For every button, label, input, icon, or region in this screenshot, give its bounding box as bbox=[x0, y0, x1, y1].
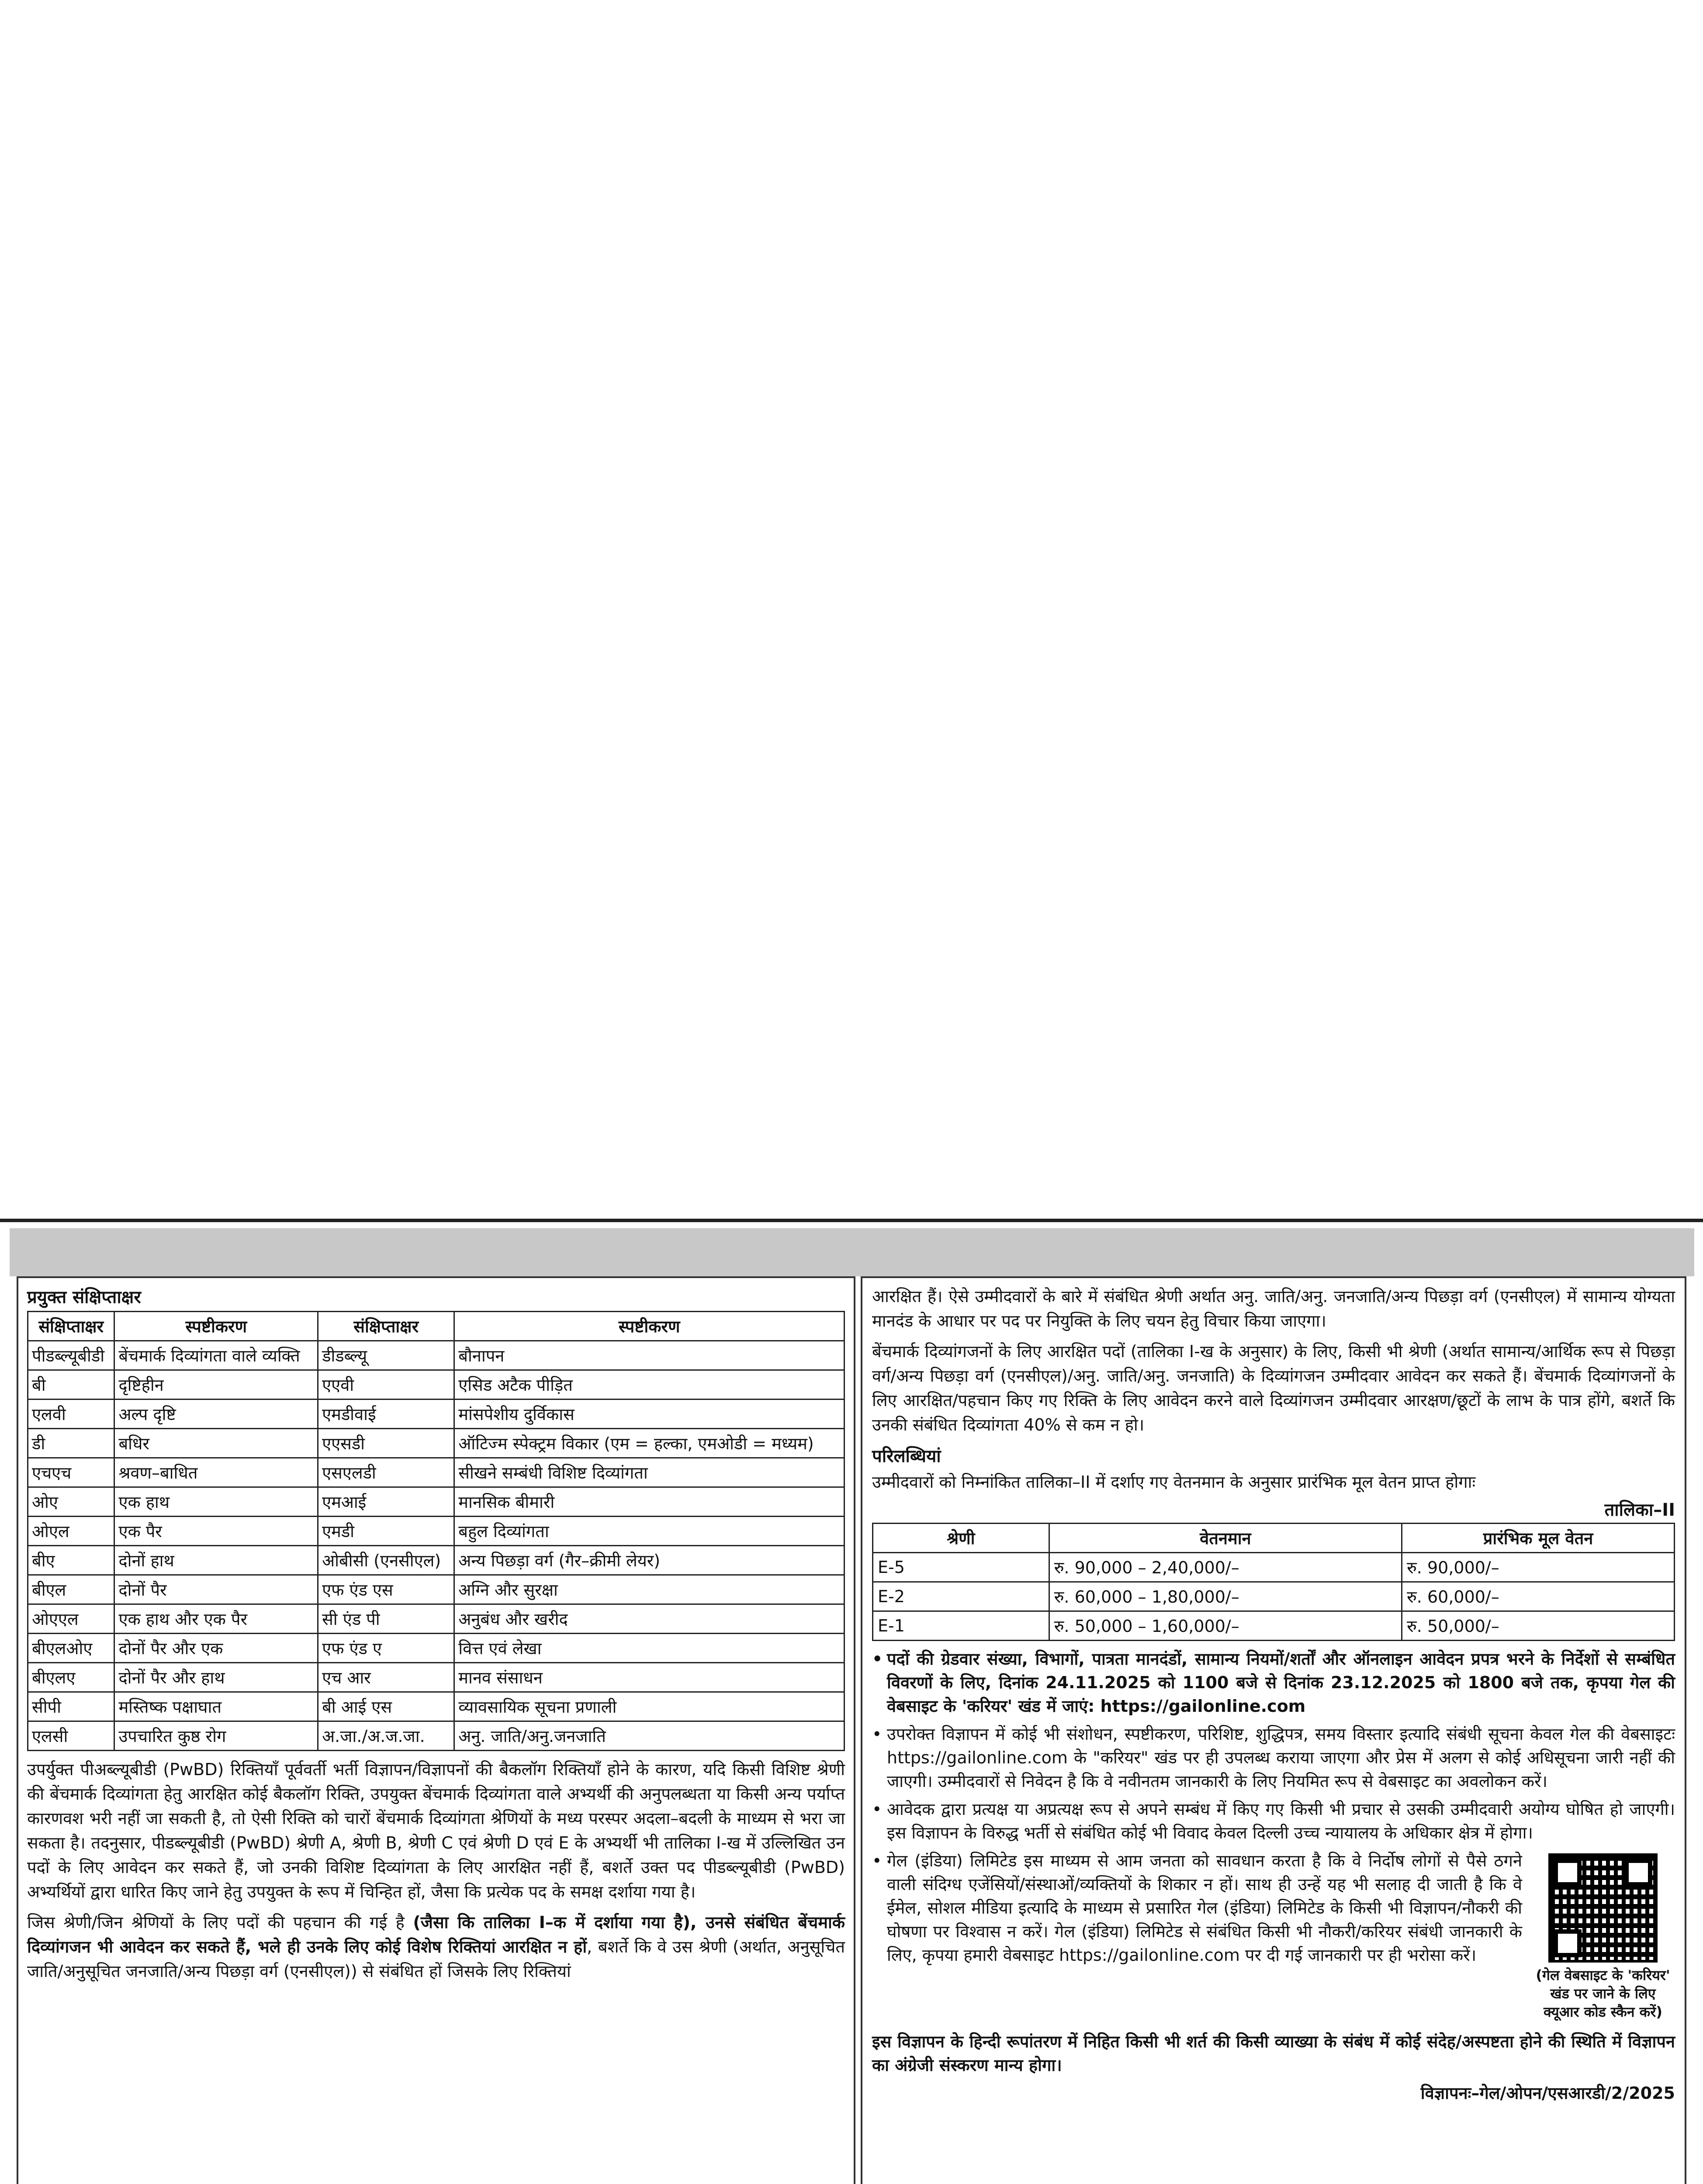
left-column bbox=[17, 1276, 855, 2184]
explanation-cell: दोनों हाथ bbox=[114, 1546, 318, 1575]
basic-pay-cell: रु. 60,000/– bbox=[1402, 1582, 1675, 1611]
corrigendum-bullet: • उपरोक्त विज्ञापन में कोई भी संशोधन, स्पष्टीकरण, परिशिष्ट, शुद्धिपत्र, समय विस्तार इत्यादि संबंधी सूचना केवल गेल की वेबसाइटः https://gailonline.com के "करियर" खंड पर ही उपलब्ध कराया जाएगा और प्रेस में अलग से कोई अधिसूचना जारी नहीं की जाएगी। उम्मीदवारों से निवेदन है कि वे नवीनतम जानकारी के लिए नियमित रूप से वेबसाइट का अवलोकन करें। bbox=[872, 1722, 1675, 1793]
abbreviation-row bbox=[28, 1458, 845, 1487]
basic-pay-cell: रु. 50,000/– bbox=[1402, 1611, 1675, 1641]
canvassing-bullet: • आवेदक द्वारा प्रत्यक्ष या अप्रत्यक्ष रूप से अपने सम्बंध में किए गए किसी भी प्रचार से उसकी उम्मीदवारी अयोग्य घोषित हो जाएगी। इस विज्ञापन के विरुद्ध भर्ती से संबंधित कोई भी विवाद केवल दिल्ली उच्च न्यायालय के अधिकार क्षेत्र में होगा। bbox=[872, 1797, 1675, 1845]
explanation-cell: मांसपेशीय दुर्विकास bbox=[454, 1400, 845, 1429]
qr-code-icon[interactable] bbox=[1548, 1853, 1658, 1963]
explanation-cell: बेंचमार्क दिव्यांगता वाले व्यक्ति bbox=[114, 1341, 318, 1370]
explanation-cell: अल्प दृष्टि bbox=[114, 1400, 318, 1429]
details-bullet: • पदों की ग्रेडवार संख्या, विभागों, पात्रता मानदंडों, सामान्य नियमों/शर्तों और ऑनलाइन आवेदन प्रपत्र भरने के निर्देशों से सम्बंधित विवरणों के लिए, दिनांक 24.11.2025 को 1100 बजे से दिनांक 23.12.2025 को 1800 बजे तक, कृपया गेल की वेबसाइट के 'करियर' खंड में जाएं: https://gailonline.com bbox=[872, 1647, 1675, 1718]
explanation-cell: बहुल दिव्यांगता bbox=[454, 1517, 845, 1546]
pay-header-grade: श्रेणी bbox=[873, 1524, 1049, 1553]
grade-cell: E-2 bbox=[873, 1582, 1049, 1611]
abbr-cell: एफ एंड एस bbox=[318, 1575, 454, 1604]
hindi-version-disclaimer: इस विज्ञापन के हिन्दी रूपांतरण में निहित किसी भी शर्त की किसी व्याख्या के संबंध में कोई संदेह/अस्पष्टता होने की स्थिति में विज्ञापन का अंग्रेजी संस्करण मान्य होगा। bbox=[872, 2032, 1675, 2075]
pay-scale-cell: रु. 60,000 – 1,80,000/– bbox=[1049, 1582, 1402, 1611]
abbr-cell: ओएएल bbox=[28, 1604, 114, 1634]
abbr-cell: एच आर bbox=[318, 1663, 454, 1692]
abbreviations-header-row bbox=[28, 1312, 845, 1341]
pay-header-row bbox=[873, 1524, 1675, 1553]
pay-scale-cell: रु. 50,000 – 1,60,000/– bbox=[1049, 1611, 1402, 1641]
reserved-continuation-paragraph: आरक्षित हैं। ऐसे उम्मीदवारों के बारे में संबंधित श्रेणी अर्थात अनु. जाति/अनु. जनजाति/अन्य पिछड़ा वर्ग (एनसीएल) में सामान्य योग्यता मानदंड के आधार पर पद पर नियुक्ति के लिए चयन हेतु विचार किया जाएगा। bbox=[872, 1287, 1675, 1330]
abbreviation-row bbox=[28, 1370, 845, 1400]
qr-block bbox=[1531, 1853, 1675, 2021]
abbr-cell: डीडब्ल्यू bbox=[318, 1341, 454, 1370]
abbr-cell: पीडब्ल्यूबीडी bbox=[28, 1341, 114, 1370]
qr-caption: • (गेल वेबसाइट के 'करियर' खंड पर जाने के लिए क्यूआर कोड स्कैन करें) bbox=[1536, 1967, 1670, 2020]
abbr-cell: एमडीवाई bbox=[318, 1400, 454, 1429]
grade-cell: E-1 bbox=[873, 1611, 1049, 1641]
pay-scale-body bbox=[873, 1553, 1675, 1641]
explanation-cell: दोनों पैर और हाथ bbox=[114, 1663, 318, 1692]
abbreviation-row bbox=[28, 1517, 845, 1546]
para2-part-b: (जैसा कि तालिका I–क में दर्शाया गया है), उनसे संबंधित बेंचमार्क दिव्यांगजन भी आवेदन कर सकते हैं, भले ही उनके लिए कोई विशेष रिक्तियां आरक्षित न हों bbox=[27, 1913, 845, 1956]
explanation-cell: अन्य पिछड़ा वर्ग (गैर–क्रीमी लेयर) bbox=[454, 1546, 845, 1575]
abbr-cell: एफ एंड ए bbox=[318, 1634, 454, 1663]
explanation-cell: मस्तिष्क पक्षाघात bbox=[114, 1692, 318, 1721]
abbr-cell: सी एंड पी bbox=[318, 1604, 454, 1634]
abbr-cell: एसएलडी bbox=[318, 1458, 454, 1487]
para2-part-c: , बशर्ते कि वे उस श्रेणी (अर्थात, अनुसूचित जाति/अनुसूचित जनजाति/अन्य पिछड़ा वर्ग (एनसीएल)) से संबंधित हों जिसके लिए रिक्तियां bbox=[27, 1937, 845, 1981]
table-ii-label: तालिका–II bbox=[1604, 1500, 1675, 1520]
abbr-cell: ओए bbox=[28, 1487, 114, 1517]
abbr-cell: ओएल bbox=[28, 1517, 114, 1546]
abbreviation-row bbox=[28, 1546, 845, 1575]
abbreviations-body bbox=[28, 1341, 845, 1751]
abbr-cell: एमडी bbox=[318, 1517, 454, 1546]
explanation-cell: व्यावसायिक सूचना प्रणाली bbox=[454, 1692, 845, 1721]
explanation-cell: ऑटिज्म स्पेक्ट्रम विकार (एम = हल्का, एमओडी = मध्यम) bbox=[454, 1429, 845, 1458]
abbreviation-row bbox=[28, 1721, 845, 1751]
abbr-cell: बीए bbox=[28, 1546, 114, 1575]
explanation-cell: श्रवण–बाधित bbox=[114, 1458, 318, 1487]
abbr-cell: एचएच bbox=[28, 1458, 114, 1487]
explanation-cell: उपचारित कुष्ठ रोग bbox=[114, 1721, 318, 1751]
abbr-cell: डी bbox=[28, 1429, 114, 1458]
abbr-cell: बीएलए bbox=[28, 1663, 114, 1692]
abbreviation-row bbox=[28, 1692, 845, 1721]
pwbd-reserved-paragraph: बेंचमार्क दिव्यांगजनों के लिए आरक्षित पदों (तालिका I-ख के अनुसार) के लिए, किसी भी श्रेणी (अर्थात सामान्य/आर्थिक रूप से पिछड़ा वर्ग/अन्य पिछड़ा वर्ग (एनसीएल)/अनु. जाति/अनु. जनजाति) के दिव्यांगजन उम्मीदवार आवेदन कर सकते हैं। बेंचमार्क दिव्यांगजनों के लिए आरक्षित/पहचान किए गए रिक्ति के लिए आवेदन करने वाले दिव्यांगजन उम्मीदवार आरक्षण/छूटों के लाभ के पात्र होंगे, बशर्ते कि उनकी संबंधित दिव्यांगता 40% से कम न हो। bbox=[872, 1342, 1675, 1434]
advertisement-reference: विज्ञापनः–गेल/ओपन/एसआरडी/2/2025 bbox=[1420, 2084, 1675, 2103]
explanation-cell: दोनों पैर bbox=[114, 1575, 318, 1604]
grade-cell: E-5 bbox=[873, 1553, 1049, 1582]
header-abbr-2: संक्षिप्ताक्षर bbox=[318, 1312, 454, 1341]
abbr-cell: एलसी bbox=[28, 1721, 114, 1751]
para2-part-a: जिस श्रेणी/जिन श्रेणियों के लिए पदों की पहचान की गई है bbox=[27, 1913, 413, 1932]
abbreviation-row bbox=[28, 1604, 845, 1634]
abbreviation-row bbox=[28, 1341, 845, 1370]
explanation-cell: दृष्टिहीन bbox=[114, 1370, 318, 1400]
pay-header-scale: वेतनमान bbox=[1049, 1524, 1402, 1553]
header-expl-2: स्पष्टीकरण bbox=[454, 1312, 845, 1341]
abbreviations-table bbox=[27, 1311, 845, 1751]
explanation-cell: बौनापन bbox=[454, 1341, 845, 1370]
abbreviation-row bbox=[28, 1575, 845, 1604]
explanation-cell: मानव संसाधन bbox=[454, 1663, 845, 1692]
header-abbr-1: संक्षिप्ताक्षर bbox=[28, 1312, 114, 1341]
abbreviation-row bbox=[28, 1487, 845, 1517]
fraud-warning-bullet bbox=[872, 1849, 1675, 2020]
basic-pay-cell: रु. 90,000/– bbox=[1402, 1553, 1675, 1582]
explanation-cell: एक हाथ bbox=[114, 1487, 318, 1517]
explanation-cell: अनुबंध और खरीद bbox=[454, 1604, 845, 1634]
abbr-cell: अ.जा./अ.ज.जा. bbox=[318, 1721, 454, 1751]
abbr-cell: एलवी bbox=[28, 1400, 114, 1429]
explanation-cell: एक हाथ और एक पैर bbox=[114, 1604, 318, 1634]
pay-header-basic: प्रारंभिक मूल वेतन bbox=[1402, 1524, 1675, 1553]
emoluments-heading: परिलब्धियां bbox=[872, 1446, 941, 1466]
emoluments-intro: उम्मीदवारों को निम्नांकित तालिका–II में दर्शाए गए वेतनमान के अनुसार प्रारंभिक मूल वेतन प्राप्त होगाः bbox=[872, 1472, 1476, 1492]
abbreviation-row bbox=[28, 1429, 845, 1458]
pay-row bbox=[873, 1611, 1675, 1641]
pay-scale-table bbox=[872, 1523, 1675, 1641]
abbr-cell: बी आई एस bbox=[318, 1692, 454, 1721]
abbr-cell: एएसडी bbox=[318, 1429, 454, 1458]
pay-row bbox=[873, 1582, 1675, 1611]
abbr-cell: एएवी bbox=[318, 1370, 454, 1400]
right-column bbox=[861, 1276, 1686, 2184]
explanation-cell: सीखने सम्बंधी विशिष्ट दिव्यांगता bbox=[454, 1458, 845, 1487]
fraud-warning-text: गेल (इंडिया) लिमिटेड इस माध्यम से आम जनता को सावधान करता है कि वे निर्दोष लोगों से पैसे ठगने वाली संदिग्ध एजेंसियों/संस्थाओं/व्यक्तियों के शिकार न हों। साथ ही उन्हें यह भी सलाह दी जाती है कि वे ईमेल, सोशल मीडिया इत्यादि के माध्यम से प्रसारित गेल (इंडिया) लिमिटेड के किसी भी विज्ञापन/नौकरी की घोषणा पर विश्वास न करें। गेल (इंडिया) लिमिटेड से संबंधित किसी भी नौकरी/करियर संबंधी जानकारी के लिए, कृपया हमारी वेबसाइट https://gailonline.com पर दी गई जानकारी पर ही भरोसा करें। bbox=[887, 1851, 1523, 1965]
identified-posts-paragraph bbox=[27, 1910, 845, 1984]
abbr-cell: बी bbox=[28, 1370, 114, 1400]
explanation-cell: मानसिक बीमारी bbox=[454, 1487, 845, 1517]
notes-list bbox=[872, 1647, 1675, 2020]
pwbd-backlog-paragraph: उपर्युक्त पीअब्ल्यूबीडी (PwBD) रिक्तियाँ पूर्ववर्ती भर्ती विज्ञापन/विज्ञापनों की बैकलॉग रिक्तियाँ होने के कारण, यदि किसी विशिष्ट श्रेणी की बेंचमार्क दिव्यांगता हेतु आरक्षित कोई बैकलॉग रिक्ति, उपयुक्त बेंचमार्क दिव्यांगता वाले अभ्यर्थी की अनुपलब्धता या किसी अन्य पर्याप्त कारणवश भरी नहीं जा सकती है, तो ऐसी रिक्ति को चारों बेंचमार्क दिव्यांगता श्रेणियों के मध्य परस्पर अदला–बदली के माध्यम से भरा जा सकता है। तदनुसार, पीडब्ल्यूबीडी (PwBD) श्रेणी A, श्रेणी B, श्रेणी C एवं श्रेणी D एवं E के अभ्यर्थी भी तालिका I-ख में उल्लिखित उन पदों के लिए आवेदन कर सकते हैं, जो उनकी विशिष्ट दिव्यांगता के लिए आरक्षित नहीं हैं, बशर्ते उक्त पद पीडब्ल्यूबीडी (PwBD) अभ्यर्थियों द्वारा धारित किए जाने हेतु उपयुक्त के रूप में चिन्हित हों, जैसा कि प्रत्येक पद के समक्ष दर्शाया गया है। bbox=[27, 1760, 845, 1901]
header-expl-1: स्पष्टीकरण bbox=[114, 1312, 318, 1341]
explanation-cell: दोनों पैर और एक bbox=[114, 1634, 318, 1663]
explanation-cell: वित्त एवं लेखा bbox=[454, 1634, 845, 1663]
abbr-cell: ओबीसी (एनसीएल) bbox=[318, 1546, 454, 1575]
explanation-cell: बधिर bbox=[114, 1429, 318, 1458]
abbreviation-row bbox=[28, 1400, 845, 1429]
explanation-cell: अग्नि और सुरक्षा bbox=[454, 1575, 845, 1604]
abbr-cell: बीएलओए bbox=[28, 1634, 114, 1663]
explanation-cell: एसिड अटैक पीड़ित bbox=[454, 1370, 845, 1400]
pay-scale-cell: रु. 90,000 – 2,40,000/– bbox=[1049, 1553, 1402, 1582]
top-grey-band bbox=[10, 1228, 1694, 1276]
explanation-cell: एक पैर bbox=[114, 1517, 318, 1546]
abbreviation-row bbox=[28, 1634, 845, 1663]
pay-row bbox=[873, 1553, 1675, 1582]
explanation-cell: अनु. जाति/अनु.जनजाति bbox=[454, 1721, 845, 1751]
abbr-cell: बीएल bbox=[28, 1575, 114, 1604]
abbreviation-row bbox=[28, 1663, 845, 1692]
abbreviations-heading: प्रयुक्त संक्षिप्ताक्षर bbox=[27, 1287, 141, 1307]
abbr-cell: एमआई bbox=[318, 1487, 454, 1517]
top-rule bbox=[0, 1219, 1703, 1222]
abbr-cell: सीपी bbox=[28, 1692, 114, 1721]
